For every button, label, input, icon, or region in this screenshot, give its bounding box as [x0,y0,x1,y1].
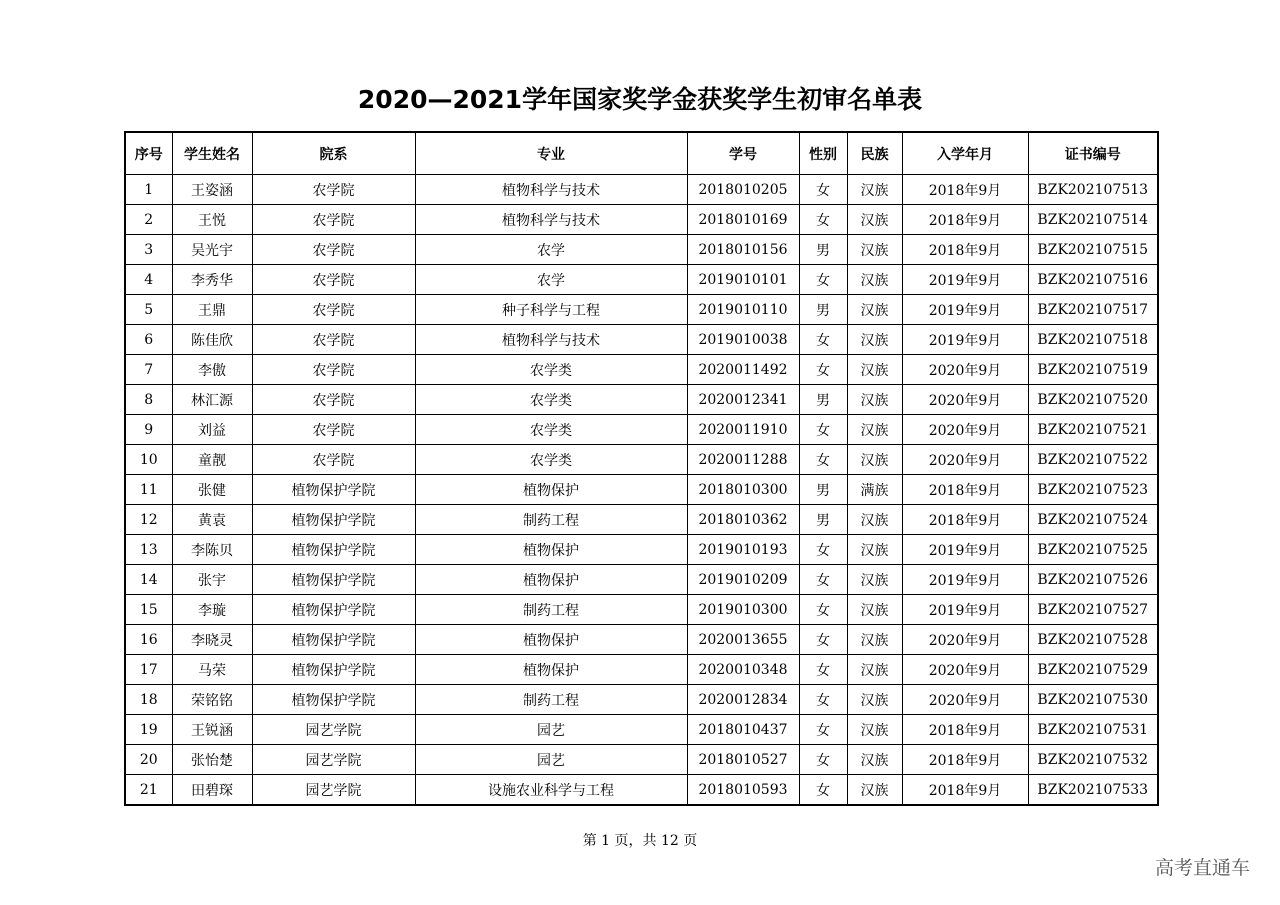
cell-major: 农学 [415,265,687,295]
cell-ethnicity: 汉族 [847,595,902,625]
table-row [125,415,1158,445]
cell-student-name: 张怡楚 [172,745,252,775]
cell-student-name: 林汇源 [172,385,252,415]
table-body [125,175,1158,806]
cell-certificate: BZK202107513 [1028,175,1158,205]
cell-index: 6 [125,325,172,355]
header-ethnicity: 民族 [847,132,902,175]
cell-ethnicity: 汉族 [847,505,902,535]
cell-ethnicity: 汉族 [847,385,902,415]
cell-student-id: 2018010169 [687,205,799,235]
table-row [125,265,1158,295]
cell-ethnicity: 汉族 [847,415,902,445]
cell-student-id: 2020010348 [687,655,799,685]
cell-index: 11 [125,475,172,505]
cell-student-name: 黄袁 [172,505,252,535]
cell-gender: 女 [799,745,847,775]
table-row [125,595,1158,625]
cell-student-name: 李秀华 [172,265,252,295]
cell-enrollment: 2019年9月 [902,295,1028,325]
cell-gender: 女 [799,685,847,715]
cell-major: 植物保护 [415,475,687,505]
cell-certificate: BZK202107521 [1028,415,1158,445]
cell-enrollment: 2020年9月 [902,685,1028,715]
cell-major: 种子科学与工程 [415,295,687,325]
cell-college: 农学院 [252,415,415,445]
cell-college: 农学院 [252,205,415,235]
cell-ethnicity: 汉族 [847,445,902,475]
cell-college: 植物保护学院 [252,565,415,595]
watermark: 高考直通车 [1154,857,1250,879]
cell-enrollment: 2019年9月 [902,595,1028,625]
cell-index: 17 [125,655,172,685]
cell-gender: 女 [799,175,847,205]
cell-student-id: 2020011288 [687,445,799,475]
header-gender: 性别 [799,132,847,175]
cell-ethnicity: 汉族 [847,745,902,775]
cell-index: 18 [125,685,172,715]
cell-college: 植物保护学院 [252,685,415,715]
cell-gender: 女 [799,775,847,806]
cell-gender: 女 [799,205,847,235]
table-row [125,685,1158,715]
cell-student-name: 童靓 [172,445,252,475]
cell-college: 植物保护学院 [252,595,415,625]
cell-gender: 女 [799,535,847,565]
cell-enrollment: 2018年9月 [902,775,1028,806]
cell-student-id: 2019010038 [687,325,799,355]
cell-student-name: 陈佳欣 [172,325,252,355]
cell-student-name: 王鼎 [172,295,252,325]
cell-student-id: 2018010362 [687,505,799,535]
cell-gender: 女 [799,355,847,385]
cell-student-name: 王姿涵 [172,175,252,205]
cell-student-id: 2020012834 [687,685,799,715]
cell-student-name: 马荣 [172,655,252,685]
cell-student-name: 李晓灵 [172,625,252,655]
cell-college: 农学院 [252,445,415,475]
cell-major: 植物科学与技术 [415,205,687,235]
cell-student-name: 田碧琛 [172,775,252,806]
cell-index: 4 [125,265,172,295]
cell-gender: 女 [799,445,847,475]
cell-gender: 女 [799,415,847,445]
cell-major: 植物保护 [415,655,687,685]
cell-certificate: BZK202107528 [1028,625,1158,655]
cell-major: 农学类 [415,385,687,415]
cell-index: 13 [125,535,172,565]
cell-ethnicity: 汉族 [847,655,902,685]
cell-ethnicity: 汉族 [847,265,902,295]
cell-student-name: 张宇 [172,565,252,595]
cell-enrollment: 2018年9月 [902,505,1028,535]
cell-enrollment: 2018年9月 [902,235,1028,265]
cell-college: 农学院 [252,295,415,325]
cell-enrollment: 2020年9月 [902,415,1028,445]
cell-enrollment: 2019年9月 [902,325,1028,355]
table-row [125,475,1158,505]
table-row [125,535,1158,565]
cell-college: 园艺学院 [252,775,415,806]
table-row [125,175,1158,205]
document-title: 2020—2021学年国家奖学金获奖学生初审名单表 [357,85,923,114]
cell-college: 农学院 [252,265,415,295]
cell-certificate: BZK202107530 [1028,685,1158,715]
table-row [125,565,1158,595]
header-index: 序号 [125,132,172,175]
cell-ethnicity: 汉族 [847,565,902,595]
cell-student-id: 2018010156 [687,235,799,265]
cell-gender: 女 [799,265,847,295]
cell-college: 农学院 [252,175,415,205]
cell-index: 21 [125,775,172,806]
header-major: 专业 [415,132,687,175]
cell-major: 农学类 [415,445,687,475]
cell-student-name: 王锐涵 [172,715,252,745]
table-row [125,445,1158,475]
cell-gender: 女 [799,595,847,625]
cell-ethnicity: 汉族 [847,295,902,325]
cell-major: 制药工程 [415,595,687,625]
cell-student-id: 2020013655 [687,625,799,655]
cell-index: 3 [125,235,172,265]
cell-certificate: BZK202107517 [1028,295,1158,325]
header-certificate: 证书编号 [1028,132,1158,175]
header-student-name: 学生姓名 [172,132,252,175]
cell-enrollment: 2018年9月 [902,745,1028,775]
cell-student-name: 吴光宇 [172,235,252,265]
cell-enrollment: 2019年9月 [902,535,1028,565]
cell-ethnicity: 汉族 [847,175,902,205]
cell-ethnicity: 汉族 [847,325,902,355]
cell-college: 植物保护学院 [252,475,415,505]
cell-student-id: 2018010205 [687,175,799,205]
cell-student-id: 2020012341 [687,385,799,415]
table-row [125,715,1158,745]
cell-college: 农学院 [252,355,415,385]
cell-enrollment: 2018年9月 [902,715,1028,745]
table-row [125,385,1158,415]
cell-student-id: 2020011492 [687,355,799,385]
cell-enrollment: 2020年9月 [902,385,1028,415]
cell-student-id: 2019010209 [687,565,799,595]
cell-index: 2 [125,205,172,235]
cell-enrollment: 2020年9月 [902,355,1028,385]
header-college: 院系 [252,132,415,175]
cell-student-id: 2018010527 [687,745,799,775]
cell-gender: 男 [799,295,847,325]
cell-certificate: BZK202107527 [1028,595,1158,625]
cell-student-id: 2018010437 [687,715,799,745]
cell-certificate: BZK202107514 [1028,205,1158,235]
cell-major: 植物保护 [415,535,687,565]
cell-college: 园艺学院 [252,745,415,775]
cell-student-id: 2020011910 [687,415,799,445]
cell-student-id: 2019010101 [687,265,799,295]
cell-certificate: BZK202107529 [1028,655,1158,685]
cell-major: 植物保护 [415,565,687,595]
cell-student-id: 2018010300 [687,475,799,505]
cell-student-id: 2018010593 [687,775,799,806]
cell-index: 19 [125,715,172,745]
cell-student-name: 李璇 [172,595,252,625]
scholarship-table [124,131,1159,806]
table-row [125,205,1158,235]
cell-certificate: BZK202107522 [1028,445,1158,475]
cell-certificate: BZK202107516 [1028,265,1158,295]
cell-ethnicity: 汉族 [847,205,902,235]
cell-index: 12 [125,505,172,535]
cell-gender: 男 [799,505,847,535]
cell-college: 植物保护学院 [252,535,415,565]
cell-enrollment: 2020年9月 [902,625,1028,655]
cell-certificate: BZK202107518 [1028,325,1158,355]
cell-college: 植物保护学院 [252,505,415,535]
cell-ethnicity: 满族 [847,475,902,505]
cell-enrollment: 2019年9月 [902,565,1028,595]
cell-gender: 男 [799,235,847,265]
cell-certificate: BZK202107532 [1028,745,1158,775]
cell-student-id: 2019010193 [687,535,799,565]
table-row [125,235,1158,265]
cell-index: 8 [125,385,172,415]
cell-major: 农学 [415,235,687,265]
cell-major: 设施农业科学与工程 [415,775,687,806]
header-enrollment: 入学年月 [902,132,1028,175]
cell-ethnicity: 汉族 [847,535,902,565]
cell-index: 20 [125,745,172,775]
cell-student-id: 2019010300 [687,595,799,625]
header-student-id: 学号 [687,132,799,175]
cell-gender: 男 [799,475,847,505]
cell-college: 农学院 [252,385,415,415]
cell-student-name: 荣铭铭 [172,685,252,715]
cell-index: 14 [125,565,172,595]
table-row [125,745,1158,775]
cell-student-name: 张健 [172,475,252,505]
cell-ethnicity: 汉族 [847,355,902,385]
cell-index: 1 [125,175,172,205]
cell-major: 农学类 [415,415,687,445]
cell-student-id: 2019010110 [687,295,799,325]
cell-certificate: BZK202107533 [1028,775,1158,806]
cell-index: 9 [125,415,172,445]
cell-index: 15 [125,595,172,625]
cell-college: 农学院 [252,325,415,355]
cell-index: 7 [125,355,172,385]
cell-certificate: BZK202107515 [1028,235,1158,265]
cell-gender: 女 [799,565,847,595]
cell-gender: 女 [799,655,847,685]
table-row [125,295,1158,325]
cell-college: 植物保护学院 [252,625,415,655]
table-row [125,505,1158,535]
cell-certificate: BZK202107520 [1028,385,1158,415]
cell-college: 植物保护学院 [252,655,415,685]
cell-major: 园艺 [415,715,687,745]
cell-index: 5 [125,295,172,325]
table-row [125,775,1158,806]
cell-enrollment: 2018年9月 [902,205,1028,235]
cell-enrollment: 2018年9月 [902,175,1028,205]
cell-certificate: BZK202107531 [1028,715,1158,745]
cell-enrollment: 2019年9月 [902,265,1028,295]
cell-college: 园艺学院 [252,715,415,745]
cell-gender: 女 [799,325,847,355]
cell-major: 植物科学与技术 [415,325,687,355]
table-header-row [125,132,1158,175]
cell-ethnicity: 汉族 [847,235,902,265]
cell-student-name: 李陈贝 [172,535,252,565]
cell-gender: 女 [799,715,847,745]
cell-enrollment: 2018年9月 [902,475,1028,505]
cell-ethnicity: 汉族 [847,775,902,806]
cell-major: 制药工程 [415,505,687,535]
cell-student-name: 李傲 [172,355,252,385]
cell-student-name: 刘益 [172,415,252,445]
cell-ethnicity: 汉族 [847,625,902,655]
table-row [125,355,1158,385]
table-row [125,655,1158,685]
cell-student-name: 王悦 [172,205,252,235]
cell-enrollment: 2020年9月 [902,445,1028,475]
cell-index: 16 [125,625,172,655]
cell-ethnicity: 汉族 [847,685,902,715]
cell-major: 植物科学与技术 [415,175,687,205]
cell-certificate: BZK202107525 [1028,535,1158,565]
cell-major: 农学类 [415,355,687,385]
cell-major: 制药工程 [415,685,687,715]
cell-index: 10 [125,445,172,475]
cell-major: 植物保护 [415,625,687,655]
cell-certificate: BZK202107519 [1028,355,1158,385]
cell-major: 园艺 [415,745,687,775]
cell-certificate: BZK202107526 [1028,565,1158,595]
cell-gender: 女 [799,625,847,655]
cell-college: 农学院 [252,235,415,265]
cell-certificate: BZK202107524 [1028,505,1158,535]
cell-certificate: BZK202107523 [1028,475,1158,505]
page-footer: 第 1 页，共 12 页 [582,833,698,849]
table-row [125,625,1158,655]
cell-gender: 男 [799,385,847,415]
cell-enrollment: 2020年9月 [902,655,1028,685]
cell-ethnicity: 汉族 [847,715,902,745]
table-row [125,325,1158,355]
